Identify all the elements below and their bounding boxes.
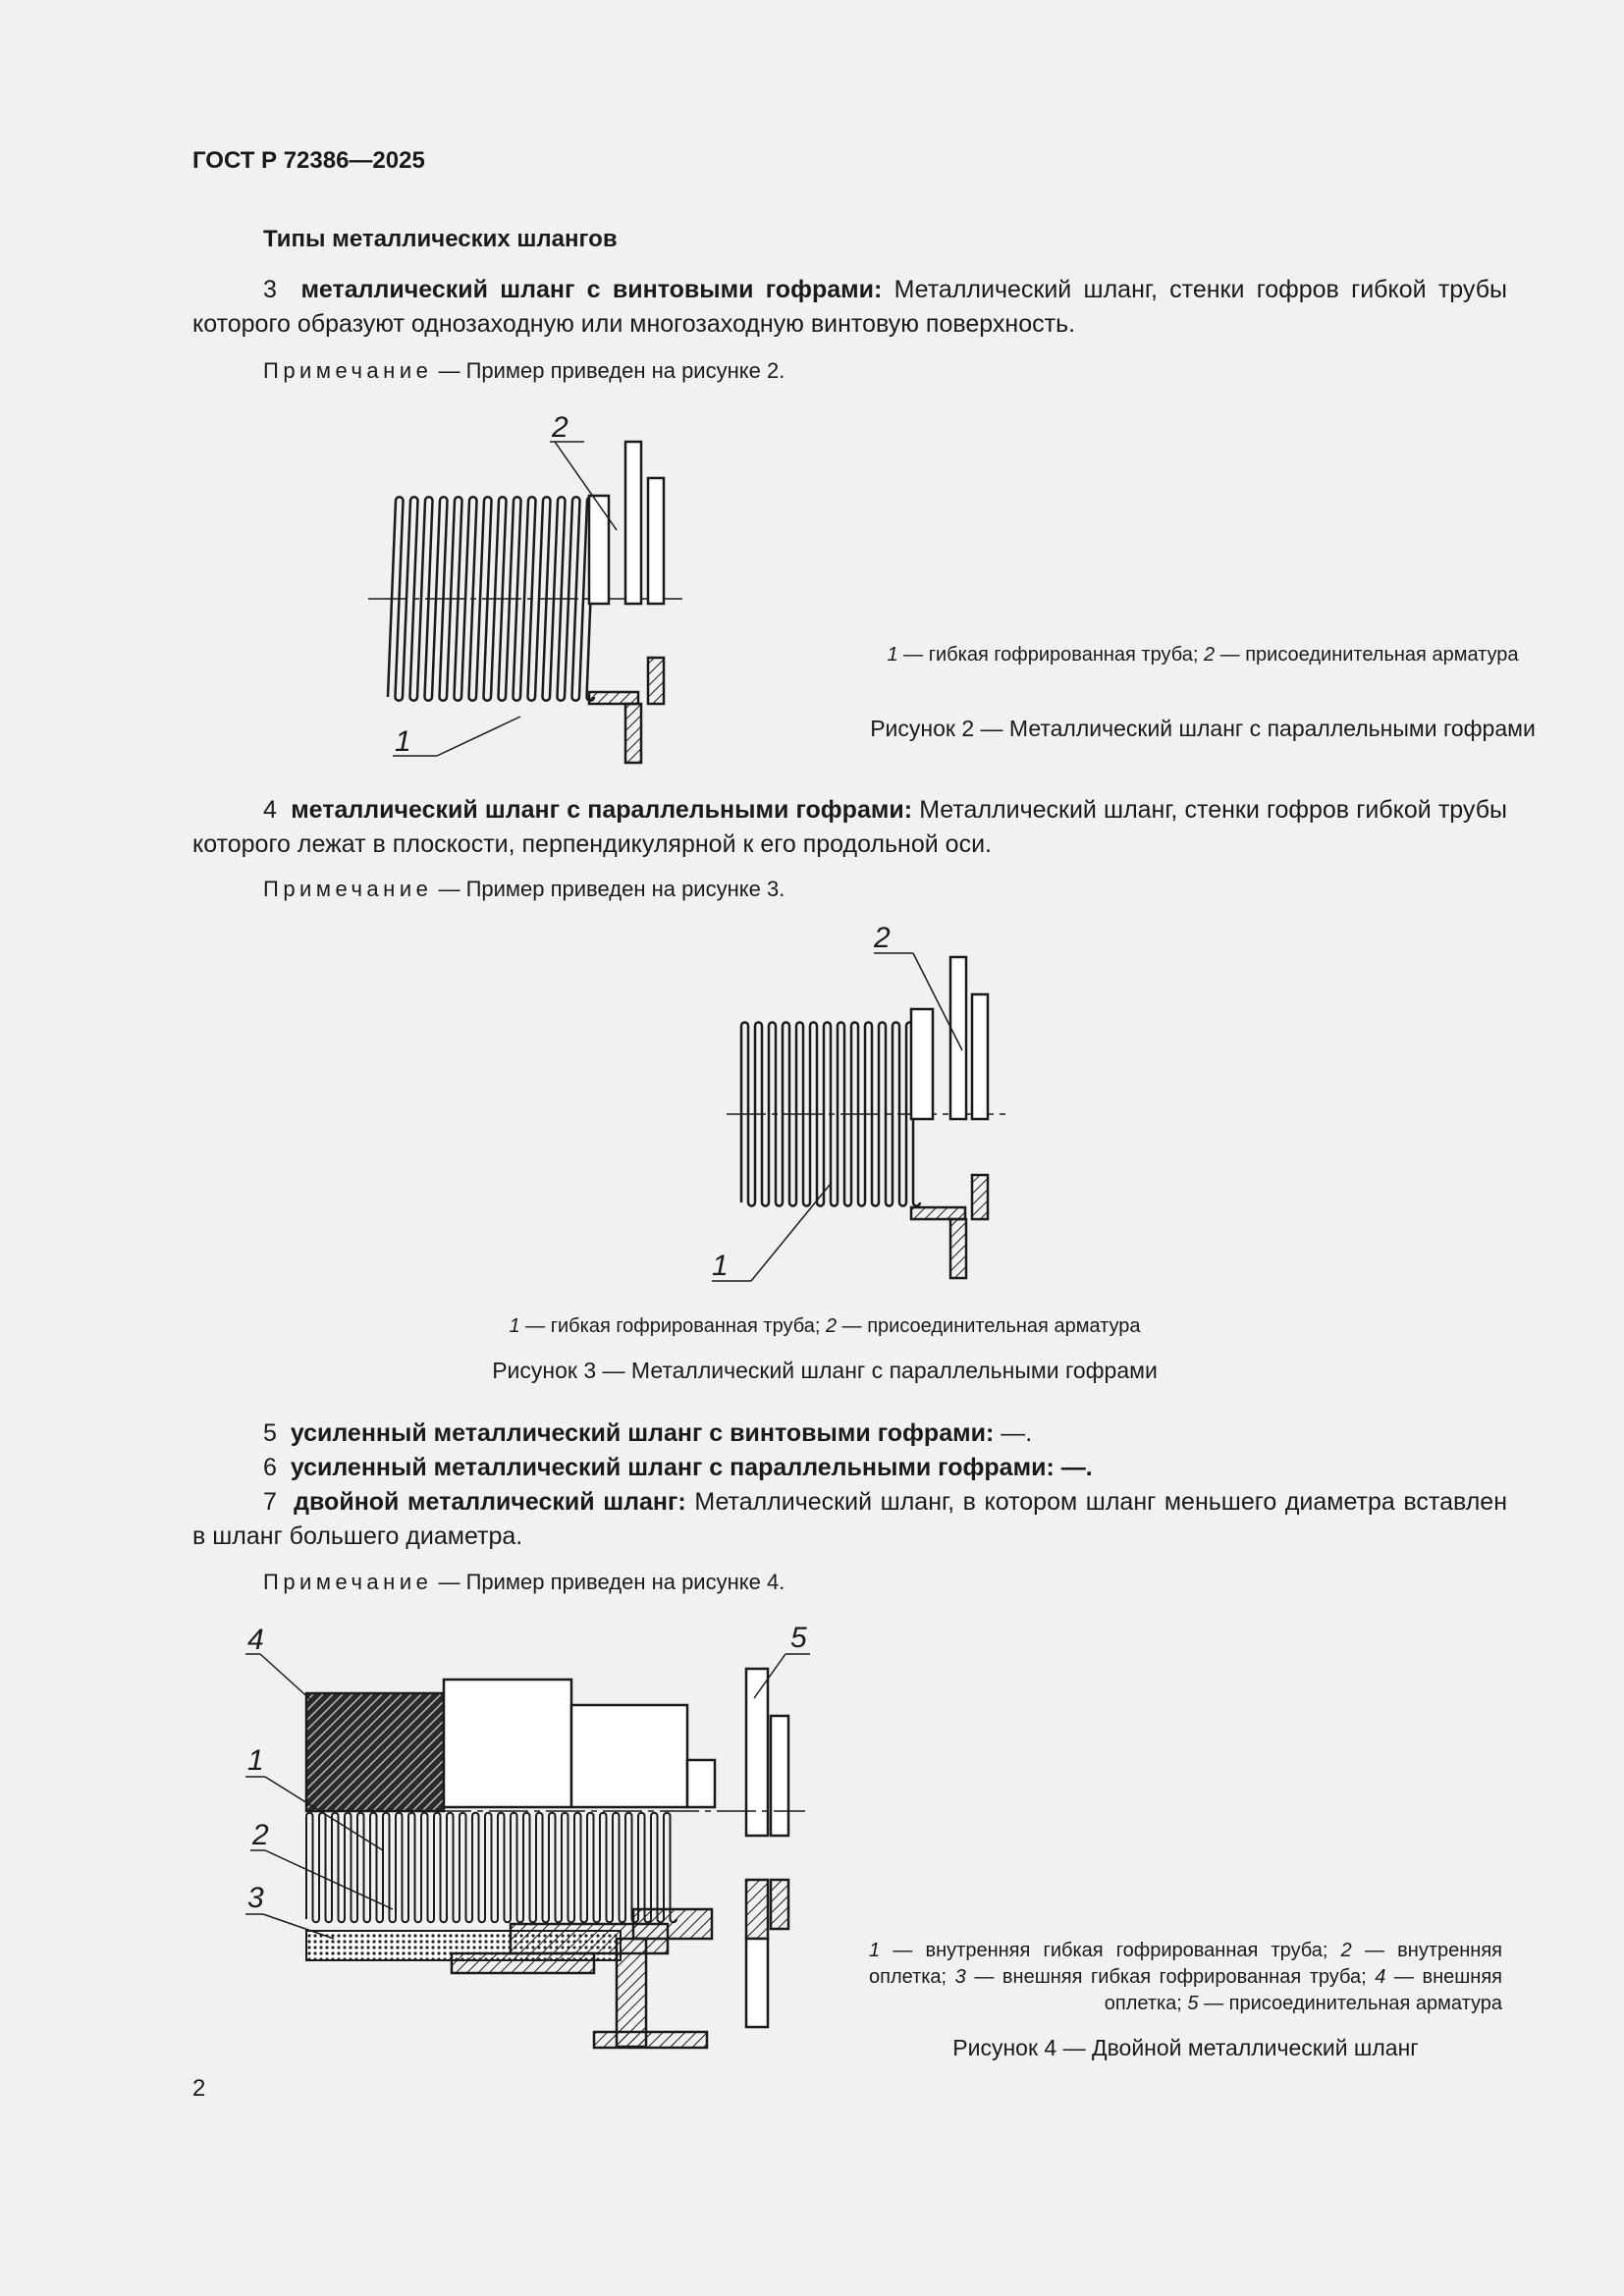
figure-3-legend: 1 — гибкая гофрированная труба; 2 — присоединительная арматура: [509, 1315, 1141, 1337]
figure-2-caption: Рисунок 2 — Металлический шланг с параллельными гофрами: [870, 716, 1536, 741]
figure-4-caption: Рисунок 4 — Двойной металлический шланг: [952, 2035, 1419, 2060]
term-6-paragraph: 6 усиленный металлический шланг с параллельными гофрами: —.: [263, 1454, 1093, 1481]
fitting: [444, 1669, 788, 2048]
term-4-paragraph: 4 металлический шланг с параллельными гофрами: Металлический шланг, стенки гофров гибкой трубы которого лежат в плоскости, перпендикулярной к его продольной оси.: [192, 796, 1507, 858]
callout-5: 5: [790, 1622, 807, 1654]
term-3-note: Примечание — Пример приведен на рисунке 2.: [263, 358, 785, 383]
callout-4: 4: [247, 1624, 264, 1656]
term-3-paragraph: [192, 273, 1507, 342]
term-7-note: Примечание — Пример приведен на рисунке 4.: [263, 1570, 785, 1594]
callout-2: 2: [252, 1819, 269, 1851]
callout-3: 3: [247, 1882, 264, 1914]
callout-1: 1: [247, 1744, 264, 1777]
outer-braid: [306, 1693, 444, 1811]
figure-4-legend: 1 — внутренняя гибкая гофрированная труба; 2 — внутренняя оплетка; 3 — внешняя гибкая гофрированная труба; 4 — внешняя оплетка; 5 — присоединительная арматура: [869, 1940, 1503, 2014]
figure-2-legend: 1 — гибкая гофрированная труба; 2 — присоединительная арматура: [887, 644, 1519, 666]
term-number: 3: [263, 276, 277, 303]
page-number: 2: [192, 2075, 206, 2102]
document-header: ГОСТ Р 72386—2025: [192, 147, 425, 174]
term-name: металлический шланг с винтовыми гофрами:: [300, 276, 883, 303]
figure-3-drawing: [692, 918, 1026, 1291]
callout-1: 1: [712, 1250, 729, 1282]
term-5-paragraph: 5 усиленный металлический шланг с винтовыми гофрами: —.: [263, 1419, 1033, 1447]
figure-4-drawing: [236, 1615, 825, 2056]
figure-3-caption: Рисунок 3 — Металлический шланг с параллельными гофрами: [492, 1358, 1158, 1383]
callout-2: 2: [552, 411, 568, 444]
figure-2-drawing: [353, 402, 707, 775]
callout-1: 1: [395, 725, 411, 758]
callout-2: 2: [874, 922, 891, 954]
double-corrugated-tube: [306, 1813, 677, 1923]
fitting: [911, 957, 988, 1278]
term-7-paragraph: 7 двойной металлический шланг: Металлический шланг, в котором шланг меньшего диаметра вставлен в шланг большего диаметра.: [192, 1488, 1507, 1550]
term-4-note: Примечание — Пример приведен на рисунке 3.: [263, 877, 785, 901]
section-title: Типы металлических шлангов: [263, 226, 618, 252]
fitting: [589, 442, 664, 763]
leader-line: [437, 717, 520, 756]
term-definition: Металлический шланг, стенки гофров гибкой трубы которого образуют однозаходную или многозаходную винтовую поверхность.: [192, 276, 1507, 338]
